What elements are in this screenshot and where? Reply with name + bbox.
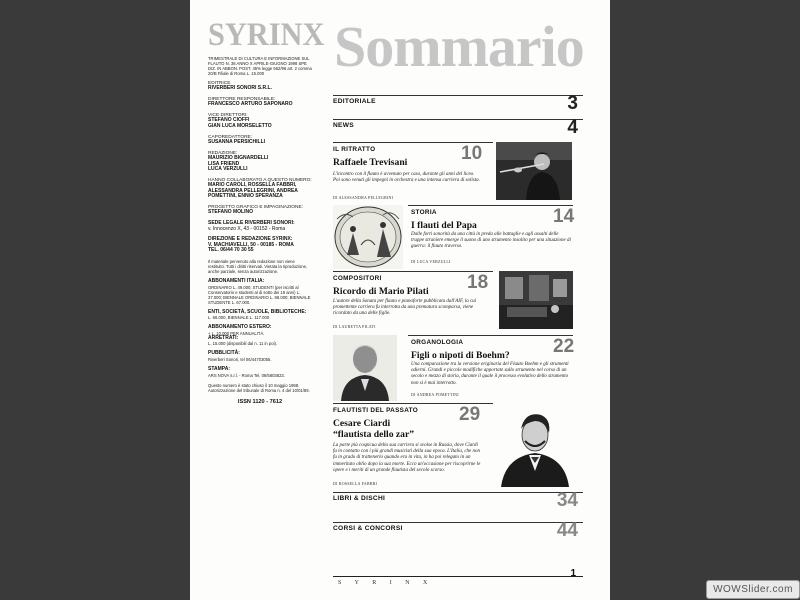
capo-value: SUSANNA PERSICHILLI: [208, 139, 266, 145]
toc-article-compositori[interactable]: [333, 271, 583, 333]
progetto-value: STEFANO MOLINO: [208, 209, 253, 216]
colophon: [208, 17, 325, 405]
magazine-page: [190, 0, 610, 600]
divider: [333, 522, 583, 523]
page-number: 3: [567, 93, 578, 114]
capo-label: CAPOREDATTORE:: [208, 134, 253, 140]
section-name: LIBRI & DISCHI: [333, 495, 386, 502]
divider: [333, 492, 583, 493]
page-number: 14: [553, 206, 575, 227]
article-title: Ricordo di Mario Pilati: [333, 286, 429, 297]
direttore-label: DIRETTORE RESPONSABILE:: [208, 97, 276, 102]
notice: Il materiale pervenuto alla redazione non viene restituito. Tutti i diritti riservati. Vietata la riproduzione, anche parziale, senza autorizzazione.: [208, 258, 308, 274]
toc-row-libri-dischi[interactable]: [333, 489, 583, 513]
toc-row-corsi-concorsi[interactable]: [333, 519, 583, 543]
engraving-illustration: [333, 205, 403, 269]
page-number: 10: [461, 143, 483, 164]
divider: [333, 119, 583, 120]
section-name: COMPOSITORI: [333, 275, 382, 282]
section-name: STORIA: [411, 209, 437, 216]
toc-article-storia[interactable]: [333, 205, 583, 267]
article-subtitle: “flautista dello zar”: [333, 429, 415, 440]
enti-label: ENTI, SOCIETÀ, SCUOLE, BIBLIOTECHE:: [208, 308, 307, 315]
room-photo: [499, 271, 573, 329]
redazione-value: LUCA VERZULLI: [208, 166, 248, 173]
pubblicita-value: Riverberi Sonori, tel 06/44703055.: [208, 356, 272, 362]
table-of-contents: [333, 0, 595, 600]
vice-value: GIAN LUCA MORSELETTO: [208, 123, 272, 129]
divider: [408, 205, 573, 206]
page-number: 29: [459, 404, 481, 425]
article-title: I flauti del Papa: [411, 220, 477, 231]
divider: [333, 95, 583, 96]
page-number: 22: [553, 336, 575, 357]
page-number: 44: [556, 520, 578, 541]
article-author: DI ROSSELLA FABBRI: [333, 481, 377, 486]
article-description: La parte più cospicua della sua carriera si svolse in Russia, dove Ciardi fu in contatto con i più grandi musicisti della sua epoca. L'Italia, che non fu in grado di trattenerlo quando era in vita, in ha poi relegato in un immeritato oblio dopo la sua morte. Ecco un'occasione per riscoprirne le opere e i meriti di un grande flautista del secolo scorso.: [333, 443, 481, 473]
abbon-label: ABBONAMENTI ITALIA:: [208, 277, 265, 284]
toc-row-editoriale[interactable]: [333, 92, 583, 116]
masthead-logo: SYRINX: [208, 17, 325, 53]
pubblicita-label: PUBBLICITÀ:: [208, 350, 240, 357]
sede-value: v. Innocenzo X, 43 - 00152 - Roma: [208, 225, 286, 232]
direttore-value: FRANCESCO ARTURO SAPONARO: [208, 101, 293, 108]
section-name: ORGANOLOGIA: [411, 339, 464, 346]
collab-label: HANNO COLLABORATO A QUESTO NUMERO:: [208, 177, 312, 183]
vice-value: STEFANO CIOFFI: [208, 117, 250, 124]
toc-article-organologia[interactable]: [333, 335, 583, 401]
telephone: TEL. 06/44 70 30 55: [208, 247, 254, 254]
colophon-intro: TRIMESTRALE DI CULTURA E INFORMAZIONE SUL FLAUTO N. 36 ANNO X APRILE-GIUGNO 1998 SPE DIZ. IN ABBON. POST. 45% legge 662/96 art. 2 comma 20/B Filiale di Roma L. 15.000: [208, 56, 312, 76]
estero-label: ABBONAMENTO ESTERO:: [208, 324, 272, 331]
progetto-label: PROGETTO GRAFICO E IMPAGINAZIONE:: [208, 204, 303, 210]
divider: [333, 576, 583, 577]
closing-note: Questo numero è stato chiuso il 10 maggio 1998. Autorizzazione del tribunale di Roma n. 4 del 10/01/89.: [208, 382, 310, 393]
article-author: DI LAURETTA PILATI: [333, 324, 376, 329]
redazione-value: LISA FRIEND: [208, 160, 240, 167]
arretrati-value: L. 15.000 (disponibili dal n. 11 in poi).: [208, 341, 278, 347]
ciardi-portrait: [491, 405, 575, 487]
vice-label: VICE DIRETTORI:: [208, 113, 248, 118]
direzione-value: V. MACHIAVELLI, 50 - 00185 - ROMA: [208, 241, 294, 248]
stampa-value: ARS NOVA s.r.l. - Roma Tel. 06/5803823.: [208, 372, 285, 378]
section-name: NEWS: [333, 122, 354, 129]
page-number: 34: [556, 490, 578, 511]
section-name: EDITORIALE: [333, 98, 376, 105]
page-number: 4: [567, 117, 578, 138]
estero-value: + L. 10.000 PER ANNUALITÀ.: [208, 330, 265, 336]
redazione-value: MAURIZIO BIGNARDELLI: [208, 155, 269, 161]
toc-article-ritratto[interactable]: [333, 142, 583, 204]
section-name: FLAUTISTI DEL PASSATO: [333, 407, 419, 414]
article-description: Una comparazione tra la versione originaria del Flauto Boehm e gli strumenti odierni. Grandi e piccole modifiche apportate sullo strumento nel corso di un secolo e mezzo di storia, durante il quale il processo evolutivo dello strumento non si è mai interrotto.: [411, 362, 569, 386]
article-author: DI LUCA VERZULLI: [411, 259, 451, 264]
section-name: IL RITRATTO: [333, 146, 376, 153]
toc-article-flautisti[interactable]: [333, 403, 583, 489]
editrice-label: EDITRICE: [208, 81, 231, 86]
footer-wordmark: S Y R I N X: [338, 580, 434, 586]
sede-label: SEDE LEGALE RIVERBERI SONORI:: [208, 219, 295, 226]
flutist-photo: [496, 142, 572, 200]
article-author: DI ALESSANDRA PELLEGRINI: [333, 195, 394, 200]
redazione-label: REDAZIONE:: [208, 150, 238, 156]
enti-value: L. 66.000, BIENNALE L. 117.000: [208, 315, 270, 321]
collab-value: MARIO CAROLI, ROSSELLA FABBRI, ALESSANDRA PELLEGRINI, ANDREA POMETTINI, ENNIO SPERANZA: [208, 182, 298, 200]
article-description: L'autore della Sonata per flauto e pianoforte pubblicata dall'AIF, la cui promettente carriera fu interrotta da una prematura scomparsa, viene ricordato da una delle figlie.: [333, 299, 477, 317]
toc-row-news[interactable]: [333, 116, 583, 140]
boehm-portrait: [333, 335, 397, 401]
article-title: Figli o nipoti di Boehm?: [411, 350, 510, 361]
abbon-value: ORDINARIO L. 49.000; STUDENTI (per iscritti al Conservatorio e studenti al di sotto dei 19 anni) L. 37.000; BIENNALE ORDINARIO L. 88.000; BIENNALE STUDENTE L. 67.000.: [208, 284, 311, 305]
article-description: L'incontro con il flauto è avvenuto per caso, durante gli anni del liceo. Poi sono venuti gli impegni in orchestra e una intensa carriera di solista.: [333, 172, 480, 184]
editrice-value: RIVERBERI SONORI S.R.L.: [208, 85, 272, 92]
folio-number: 1: [570, 568, 576, 579]
article-title: Cesare Ciardi: [333, 418, 391, 429]
divider: [408, 335, 573, 336]
article-title: Raffaele Trevisani: [333, 157, 408, 168]
stampa-label: STAMPA:: [208, 365, 231, 372]
issn: ISSN 1120 - 7612: [237, 398, 283, 405]
article-author: DI ANDREA POMETTINI: [411, 392, 459, 397]
direzione-label: DIREZIONE E REDAZIONE SYRINX:: [208, 236, 293, 243]
page-title: Sommario: [334, 14, 584, 79]
watermark-badge[interactable]: WOWSlider.com: [706, 580, 800, 599]
arretrati-label: ARRETRATI:: [208, 334, 239, 341]
section-name: CORSI & CONCORSI: [333, 525, 403, 532]
page-number: 18: [467, 272, 489, 293]
article-description: Dalle forti sonorità da una città in preda alle battaglie e agli assalti delle truppe straniere emerge il suono di uno strumento insolito per una situazione di guerra: il flauto traverso.: [411, 232, 571, 250]
